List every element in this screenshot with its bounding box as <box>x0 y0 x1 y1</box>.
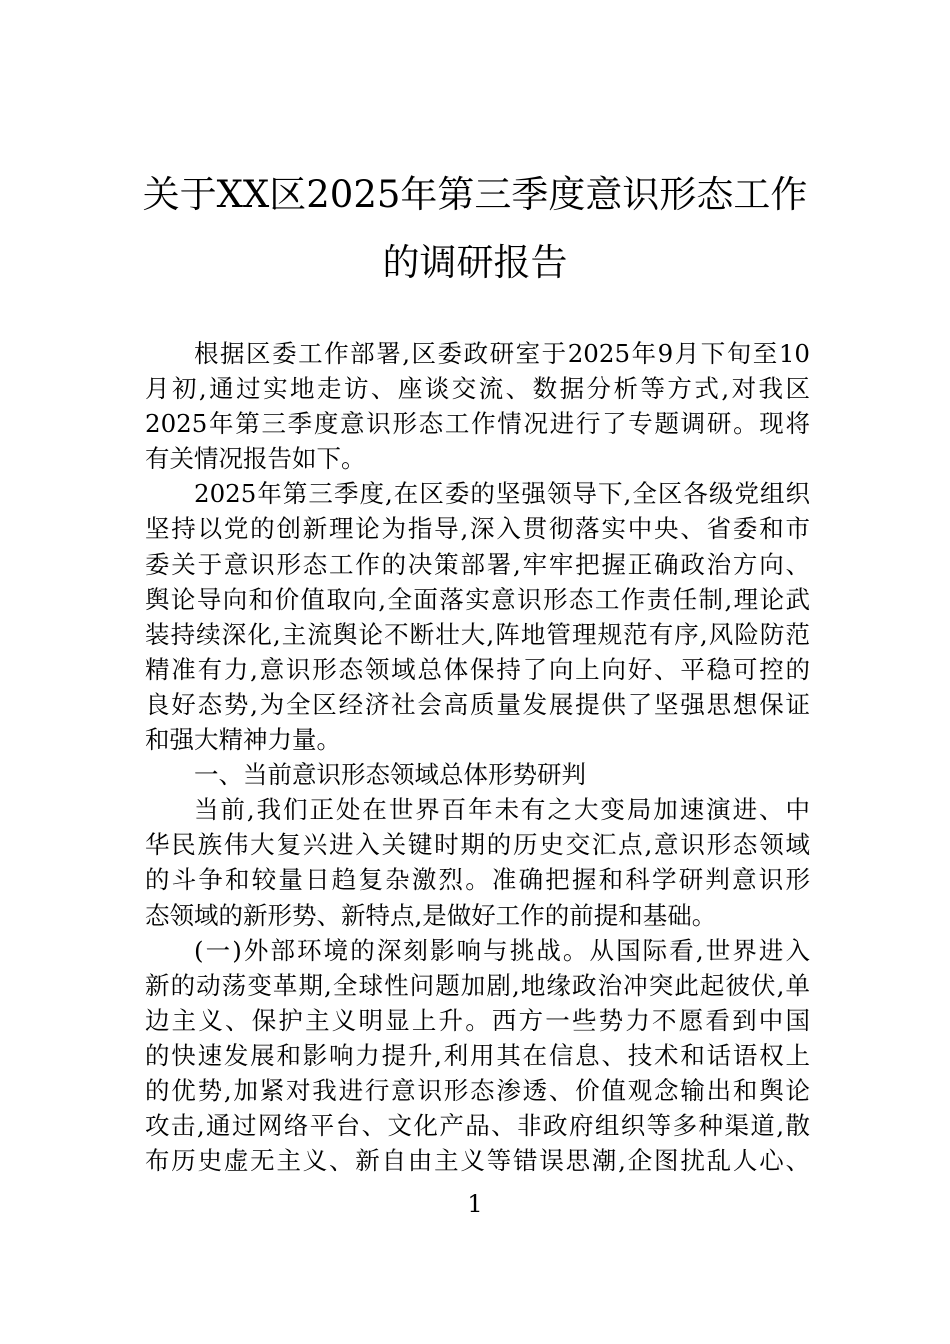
body-line: 华民族伟大复兴进入关键时期的历史交汇点,意识形态领域 <box>145 830 810 860</box>
body-line: 良好态势,为全区经济社会高质量发展提供了坚强思想保证 <box>145 689 810 719</box>
body-line: 的快速发展和影响力提升,利用其在信息、技术和话语权上 <box>145 1040 810 1070</box>
document-title-line-2: 的调研报告 <box>382 241 568 284</box>
body-line: 态领域的新形势、新特点,是做好工作的前提和基础。 <box>145 900 717 930</box>
body-line: 2025年第三季度,在区委的坚强领导下,全区各级党组织 <box>194 479 810 509</box>
body-line: 月初,通过实地走访、座谈交流、数据分析等方式,对我区 <box>145 374 810 404</box>
body-line: 的斗争和较量日趋复杂激烈。准确把握和科学研判意识形 <box>145 865 810 895</box>
body-line: 精准有力,意识形态领域总体保持了向上向好、平稳可控的 <box>145 654 810 684</box>
body-line: 布历史虚无主义、新自由主义等错误思潮,企图扰乱人心、 <box>145 1146 810 1176</box>
body-line: 新的动荡变革期,全球性问题加剧,地缘政治冲突此起彼伏,单 <box>145 970 810 1000</box>
document-title-line-1: 关于XX区2025年第三季度意识形态工作 <box>142 173 808 216</box>
page-number: 1 <box>467 1190 483 1218</box>
body-line: 根据区委工作部署,区委政研室于2025年9月下旬至10 <box>194 339 810 368</box>
body-line: 和强大精神力量。 <box>145 725 341 755</box>
body-line: 一、当前意识形态领域总体形势研判 <box>194 760 586 790</box>
body-line: 2025年第三季度意识形态工作情况进行了专题调研。现将 <box>145 409 810 439</box>
body-line: (一)外部环境的深刻影响与挑战。从国际看,世界进入 <box>194 935 810 965</box>
body-line: 坚持以党的创新理论为指导,深入贯彻落实中央、省委和市 <box>145 514 810 544</box>
body-line: 攻击,通过网络平台、文化产品、非政府组织等多种渠道,散 <box>145 1111 810 1141</box>
body-line: 边主义、保护主义明显上升。西方一些势力不愿看到中国 <box>145 1005 810 1035</box>
body-line: 装持续深化,主流舆论不断壮大,阵地管理规范有序,风险防范 <box>145 619 810 649</box>
body-line: 的优势,加紧对我进行意识形态渗透、价值观念输出和舆论 <box>145 1075 810 1105</box>
document-body <box>145 336 810 1178</box>
body-line: 委关于意识形态工作的决策部署,牢牢把握正确政治方向、 <box>145 549 810 579</box>
body-line: 舆论导向和价值取向,全面落实意识形态工作责任制,理论武 <box>145 584 810 614</box>
body-line: 有关情况报告如下。 <box>145 444 366 474</box>
body-line: 当前,我们正处在世界百年未有之大变局加速演进、中 <box>194 795 810 825</box>
